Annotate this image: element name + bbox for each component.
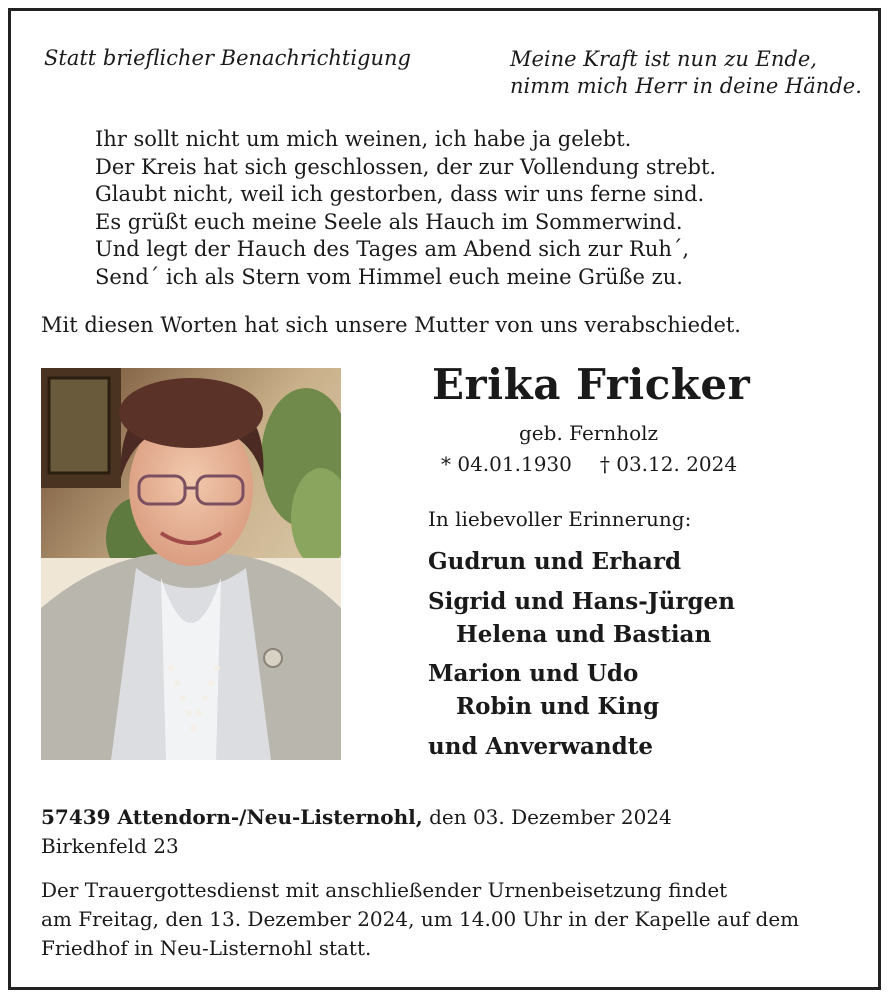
death-date: † 03.12. 2024 bbox=[599, 452, 738, 476]
poem-line: Und legt der Hauch des Tages am Abend sich zur Ruh´, bbox=[95, 237, 690, 262]
poem-line: Es grüßt euch meine Seele als Hauch im Sommerwind. bbox=[95, 209, 683, 234]
deceased-name: Erika Fricker bbox=[432, 360, 751, 409]
poem-line: Glaubt nicht, weil ich gestorben, dass wir uns ferne sind. bbox=[95, 182, 705, 207]
notice-date: den 03. Dezember 2024 bbox=[429, 805, 672, 829]
poem-line: Send´ ich als Stern vom Himmel euch meine Grüße zu. bbox=[95, 264, 683, 289]
life-dates bbox=[441, 452, 765, 476]
mourner-line: Marion und Udo bbox=[428, 660, 639, 687]
address-street: Birkenfeld 23 bbox=[41, 834, 179, 858]
service-line: Friedhof in Neu-Listernohl statt. bbox=[41, 936, 372, 960]
header-left: Statt brieflicher Benachrichtigung bbox=[44, 46, 411, 70]
mourner-line: Robin und King bbox=[456, 693, 660, 720]
poem-line: Der Kreis hat sich geschlossen, der zur Vollendung strebt. bbox=[95, 154, 717, 179]
poem-line: Ihr sollt nicht um mich weinen, ich habe ja gelebt. bbox=[95, 127, 632, 151]
address-line bbox=[41, 803, 672, 832]
memory-line: In liebevoller Erinnerung: bbox=[428, 507, 692, 531]
header-verse bbox=[510, 46, 862, 100]
maiden-name: geb. Fernholz bbox=[519, 421, 659, 445]
address-block bbox=[41, 803, 672, 861]
portrait-photo bbox=[41, 368, 341, 760]
address-city: 57439 Attendorn-/Neu-Listernohl, bbox=[41, 805, 423, 829]
mourner-line: Helena und Bastian bbox=[456, 621, 712, 648]
header-verse-line: Meine Kraft ist nun zu Ende, bbox=[510, 47, 817, 71]
poem bbox=[95, 126, 716, 292]
service-info bbox=[41, 876, 799, 963]
header-verse-line: nimm mich Herr in deine Hände. bbox=[510, 74, 862, 98]
mourner-line: und Anverwandte bbox=[428, 733, 653, 760]
mourner-line: Sigrid und Hans-Jürgen bbox=[428, 588, 735, 615]
service-line: Der Trauergottesdienst mit anschließender Urnenbeisetzung findet bbox=[41, 878, 728, 902]
intro-text: Mit diesen Worten hat sich unsere Mutter von uns verabschiedet. bbox=[41, 313, 741, 337]
mourner-line: Gudrun und Erhard bbox=[428, 548, 682, 575]
birth-date: * 04.01.1930 bbox=[441, 452, 572, 476]
service-line: am Freitag, den 13. Dezember 2024, um 14.00 Uhr in der Kapelle auf dem bbox=[41, 907, 800, 931]
